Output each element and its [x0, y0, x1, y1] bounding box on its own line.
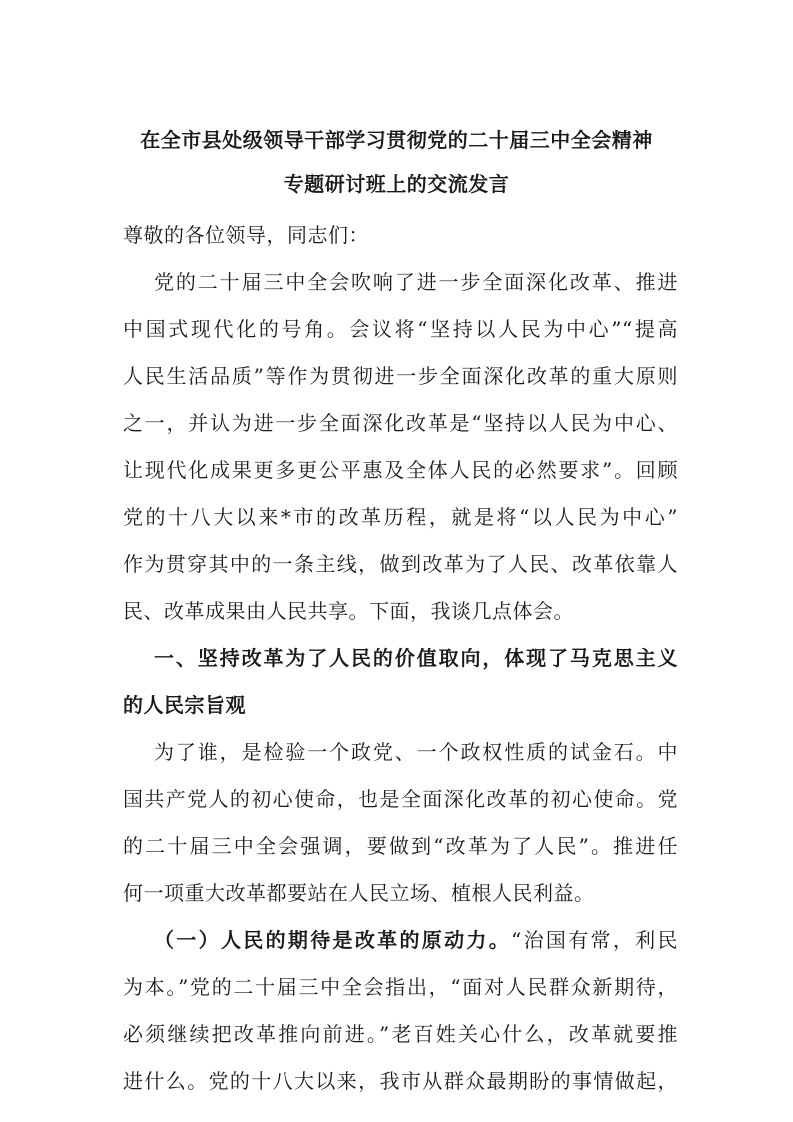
paragraph-line [154, 924, 678, 953]
paragraph-line: 民、改革成果由人民共享。下面，我谈几点体会。 [123, 599, 574, 623]
paragraph-line: 为本。”党的二十届三中全会指出，“面对人民群众新期待， [123, 975, 678, 999]
section-heading-line: 一、坚持改革为了人民的价值取向，体现了马克思主义 [154, 646, 678, 670]
paragraph-line: 何一项重大改革都要站在人民立场、植根人民利益。 [123, 881, 595, 905]
paragraph-line: 为了谁，是检验一个政党、一个政权性质的试金石。中 [154, 740, 678, 764]
paragraph-line: 党的二十届三中全会吹响了进一步全面深化改革、推进 [154, 270, 678, 294]
salutation: 尊敬的各位领导，同志们： [123, 223, 369, 247]
paragraph-line: 的二十届三中全会强调，要做到“改革为了人民”。推进任 [123, 834, 678, 858]
paragraph-line: 之一，并认为进一步全面深化改革是“坚持以人民为中心、 [123, 411, 678, 435]
paragraph-text: “治国有常，利民 [511, 928, 678, 952]
document-title-line-2: 专题研讨班上的交流发言 [283, 172, 510, 196]
paragraph-line: 国共产党人的初心使命，也是全面深化改革的初心使命。党 [123, 787, 678, 811]
paragraph-line: 人民生活品质”等作为贯彻进一步全面深化改革的重大原则 [123, 364, 678, 388]
paragraph-line: 必须继续把改革推向前进。”老百姓关心什么，改革就要推 [123, 1022, 678, 1046]
paragraph-line: 作为贯穿其中的一条主线，做到改革为了人民、改革依靠人 [123, 552, 678, 576]
subsection-heading: （一）人民的期待是改革的原动力。 [154, 928, 512, 952]
paragraph-line: 让现代化成果更多更公平惠及全体人民的必然要求”。回顾 [123, 458, 678, 482]
paragraph-line: 党的十八大以来*市的改革历程，就是将“以人民为中心” [123, 505, 678, 529]
paragraph-line: 进什么。党的十八大以来，我市从群众最期盼的事情做起， [123, 1069, 678, 1093]
document-title-line-1: 在全市县处级领导干部学习贯彻党的二十届三中全会精神 [140, 128, 653, 152]
paragraph-line: 中国式现代化的号角。会议将“坚持以人民为中心”“提高 [123, 317, 678, 341]
section-heading-line: 的人民宗旨观 [123, 693, 246, 717]
